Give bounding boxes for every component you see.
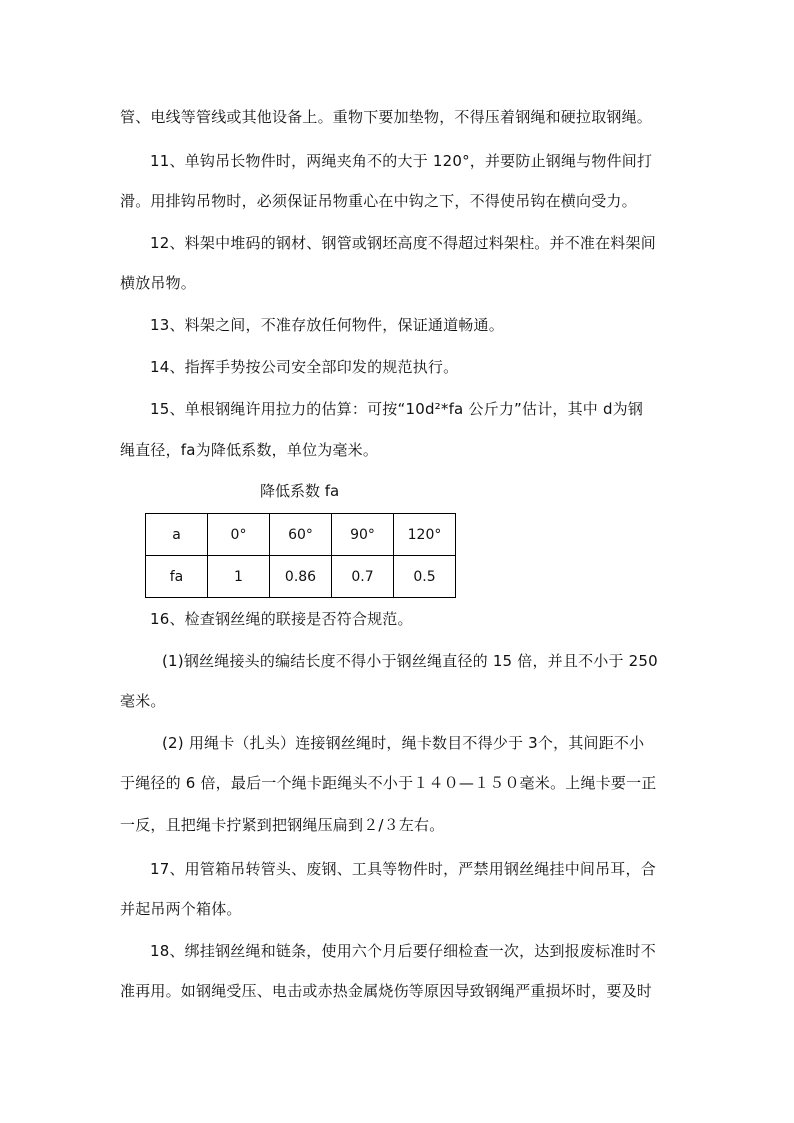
table-cell: 0°	[208, 514, 270, 556]
table-cell: 60°	[270, 514, 332, 556]
paragraph-line: 13、料架之间，不准存放任何物件，保证通道畅通。	[150, 316, 504, 334]
table-cell: 0.86	[270, 556, 332, 598]
table-cell: 90°	[332, 514, 394, 556]
paragraph-line: 毫米。	[120, 692, 166, 710]
paragraph-line: 绳直径，fa为降低系数，单位为毫米。	[120, 441, 379, 459]
paragraph-line: 11、单钩吊长物件时，两绳夹角不的大于 120°，并要防止钢绳与物件间打	[150, 152, 653, 170]
paragraph-line: 横放吊物。	[120, 274, 197, 292]
table-cell: 0.5	[394, 556, 456, 598]
table-title: 降低系数 fa	[260, 482, 340, 500]
table-cell: fa	[146, 556, 208, 598]
paragraph-line: 16、检查钢丝绳的联接是否符合规范。	[150, 610, 413, 628]
paragraph-line: 并起吊两个箱体。	[120, 900, 242, 918]
table-cell: 1	[208, 556, 270, 598]
paragraph-line: 管、电线等管线或其他设备上。重物下要加垫物，不得压着钢绳和硬拉取钢绳。	[120, 108, 653, 126]
paragraph-line: 17、用管箱吊转管头、废钢、工具等物件时，严禁用钢丝绳挂中间吊耳，合	[150, 860, 656, 878]
paragraph-line: 准再用。如钢绳受压、电击或赤热金属烧伤等原因导致钢绳严重损坏时，要及时	[120, 982, 653, 1000]
table-cell: 120°	[394, 514, 456, 556]
paragraph-line: 14、指挥手势按公司安全部印发的规范执行。	[150, 358, 459, 376]
table-cell: 0.7	[332, 556, 394, 598]
reduction-factor-table	[145, 513, 456, 598]
paragraph-line: (2) 用绳卡（扎头）连接钢丝绳时，绳卡数目不得少于 3个，其间距不小	[162, 734, 645, 752]
paragraph-line: 15、单根钢绳许用拉力的估算：可按“10d²*fa 公斤力”估计，其中 d为钢	[150, 400, 644, 418]
paragraph-line: 一反，且把绳卡拧紧到把钢绳压扁到２/３左右。	[120, 816, 445, 834]
table-row	[146, 556, 456, 598]
paragraph-line: 12、料架中堆码的钢材、钢管或钢坯高度不得超过料架柱。并不准在料架间	[150, 234, 656, 252]
table-row	[146, 514, 456, 556]
paragraph-line: 于绳径的 6 倍，最后一个绳卡距绳头不小于１４０—１５０毫米。上绳卡要一正	[120, 774, 657, 792]
paragraph-line: 18、绑挂钢丝绳和链条，使用六个月后要仔细检查一次，达到报废标准时不	[150, 942, 656, 960]
table-cell: a	[146, 514, 208, 556]
paragraph-line: (1)钢丝绳接头的编结长度不得小于钢丝绳直径的 15 倍，并且不小于 250	[162, 652, 658, 670]
paragraph-line: 滑。用排钩吊物时，必须保证吊物重心在中钩之下，不得使吊钩在横向受力。	[120, 192, 637, 210]
